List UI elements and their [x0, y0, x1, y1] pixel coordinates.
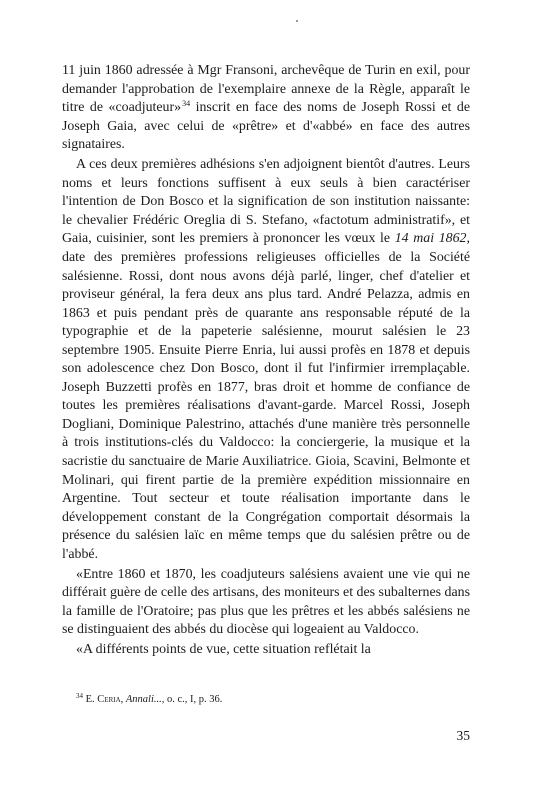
paragraph-quote-continued — [62, 641, 470, 660]
text-run: 11 juin 1860 adressée à Mgr Fransoni, archevêque de Turin en exil, pour demander l'approbation de l'exemplaire annexe de la Règle, apparaît le titre de «coadjuteur» — [62, 63, 470, 116]
footnote-reference: 34 — [182, 99, 191, 109]
footnote-author: E. Ceria, — [85, 694, 124, 705]
text-run: «A différents points de vue, cette situation reflétait la — [76, 642, 371, 658]
footnote-title: Annali..., — [125, 694, 165, 705]
scan-mark — [296, 20, 298, 22]
page-number: 35 — [456, 728, 470, 743]
text-run: inscrit en face des noms de Joseph Rossi et de Joseph Gaia, avec celui de «prêtre» et d'«abbé» en face des autres signataires. — [62, 100, 470, 153]
paragraph-continuation — [62, 62, 470, 155]
text-run: «Entre 1860 et 1870, les coadjuteurs salésiens avaient une vie qui ne différait guère de celle des artisans, des moniteurs et des subalternes dans la famille de l'Oratoire; pas plus que les prêtres et les abbés salésiens ne se distinguaient des abbés du diocèse qui logeaient au Valdocco. — [62, 566, 470, 638]
paragraph-coadjutors-list — [62, 156, 470, 564]
paragraph-quote-1860-1870 — [62, 566, 470, 640]
text-run: , date des premières professions religieuses officielles de la Société salésienne. Rossi, dont nous avons déjà parlé, linger, chef d'atelier et proviseur général, la fera deux ans plus tard. André Pelazza, admis en 1863 et puis pendant près de quarante ans responsable réputé de la typographie et de la papeterie salésienne, mourut salésien le 23 septembre 1905. Ensuite Pierre Enria, lui aussi profès en 1878 et depuis son adolescence chez Don Bosco, dont il fut l'infirmier irremplaçable. Joseph Buzzetti profès en 1877, bras droit et homme de confiance de toutes les premières réalisations d'avant-garde. Marcel Rossi, Joseph Dogliani, Dominique Palestrino, attachés d'une manière très personnelle à trois institutions-clés du Valdocco: la conciergerie, la musique et la sacristie du sanctuaire de Marie Auxiliatrice. Gioia, Scavini, Belmonte et Molinari, qui firent partie de la première expédition missionnaire en Argentine. Tout secteur et toute réalisation importante dans le développement constant de la Congrégation comportait désormais la présence du salésien laïc en même temps que du salésien prêtre ou de l'abbé. — [62, 231, 470, 562]
footnote — [62, 693, 470, 707]
text-run: A ces deux premières adhésions s'en adjoignent bientôt d'autres. Leurs noms et leurs fonctions suffisent à eux seuls à bien caractériser l'intention de Don Bosco et la signification de son institution naissante: le chevalier Frédéric Oreglia di S. Stefano, «factotum administratif», et Gaia, cuisinier, sont les premiers à prononcer les vœux le — [62, 157, 470, 247]
footnote-number: 34 — [76, 692, 83, 700]
date-emphasis: 14 mai 1862 — [394, 231, 467, 247]
body-text — [62, 62, 470, 660]
footnote-citation: o. c., I, p. 36. — [167, 694, 223, 705]
